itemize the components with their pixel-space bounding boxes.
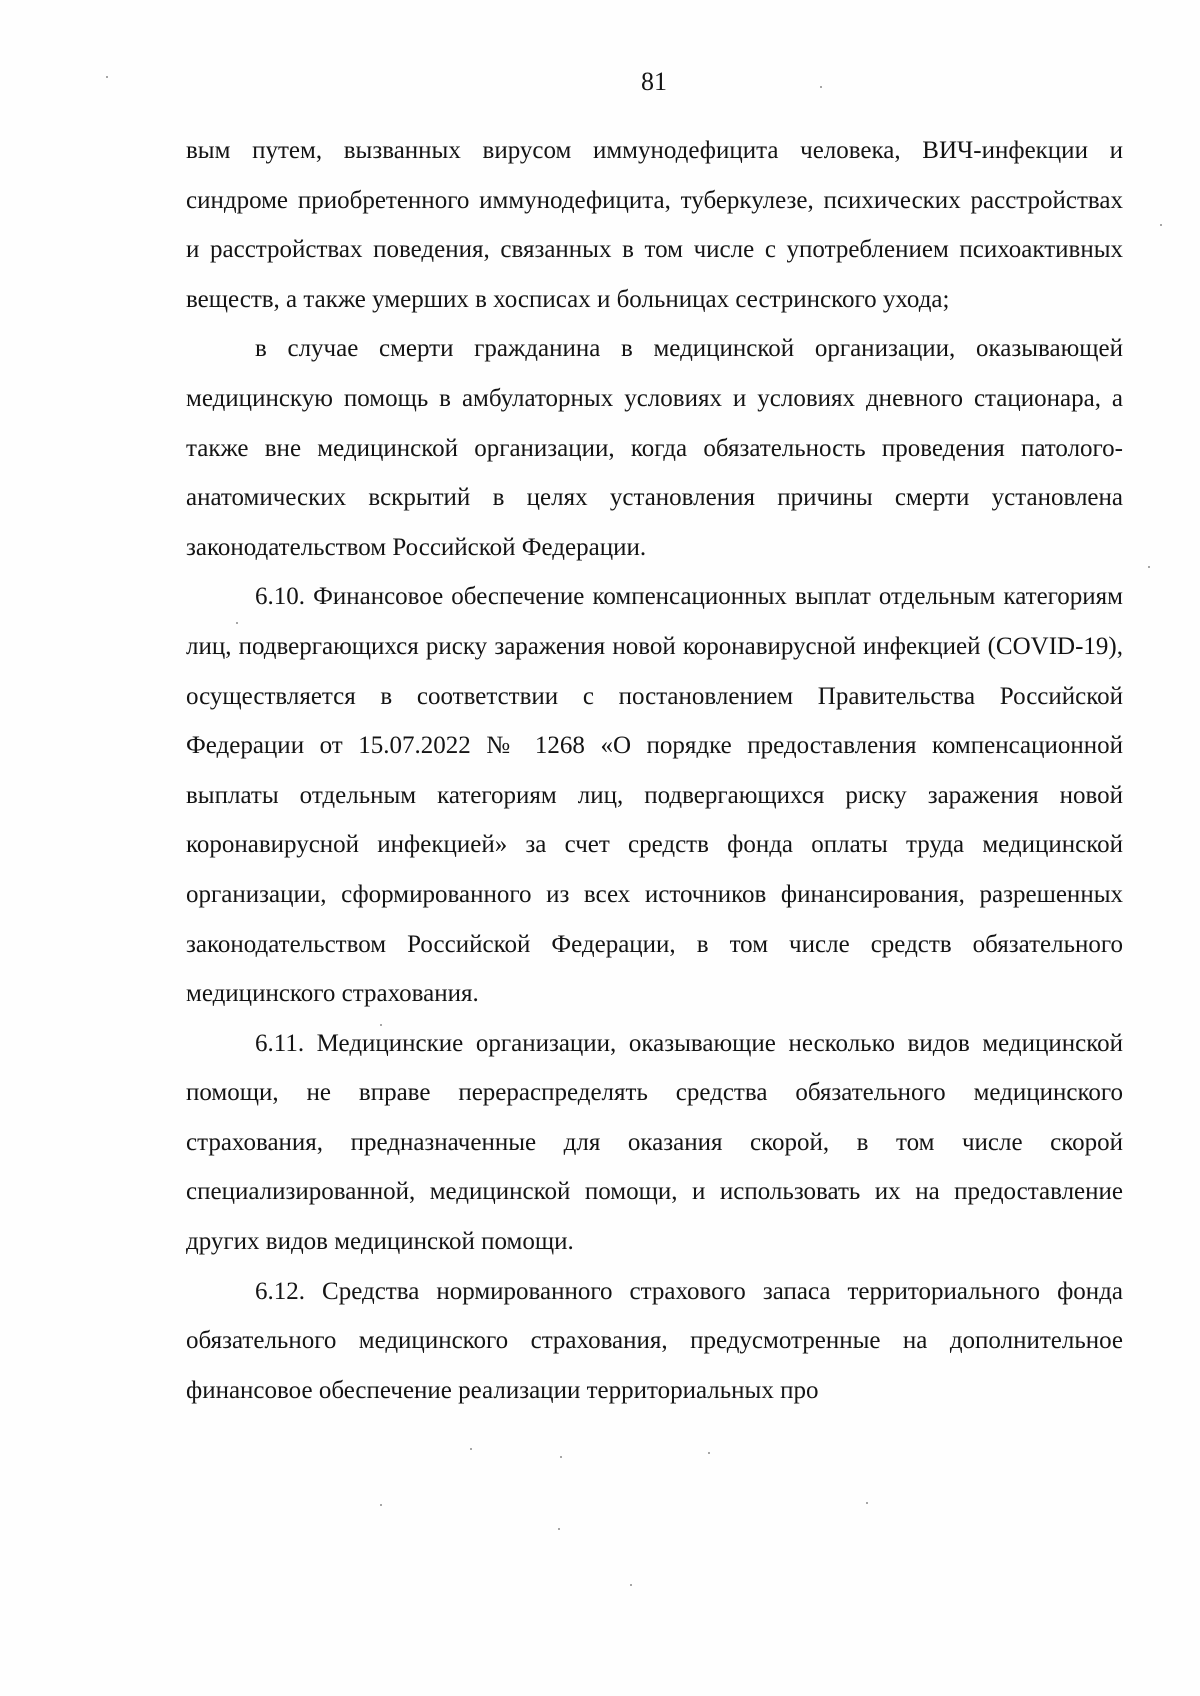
paragraph-6-10: 6.10. Финансовое обеспечение компенсационных выплат отдельным категориям лиц, подвергающихся риску заражения новой коронавирусной инфекцией (COVID-19), осуществляется в соответствии с постановлением Правительства Российской Федерации от 15.07.2022 № 1268 «О порядке предоставления компенсационной выплаты отдельным категориям лиц, подвергающихся риску заражения новой коронавирусной инфекцией» за счет средств фонда оплаты труда медицинской организации, сформированного из всех источников финансирования, разрешенных законодательством Российской Федерации, в том числе средств обязательного медицинского страхования. bbox=[186, 583, 1123, 1008]
scan-speck bbox=[560, 1456, 562, 1458]
scan-speck bbox=[708, 1452, 710, 1454]
scan-speck bbox=[630, 1584, 632, 1586]
paragraph-autopsy-conditions: в случае смерти гражданина в медицинской организации, оказывающей медицинскую помощь в амбулаторных условиях и условиях дневного стационара, а также вне медицинской организации, когда обязательность проведения патолого-анатомических вскрытий в целях установления причины смерти установлена законодательством Российской Федерации. bbox=[186, 335, 1123, 561]
scan-speck bbox=[470, 1448, 472, 1450]
document-body bbox=[186, 126, 1123, 1415]
scan-speck bbox=[380, 1504, 382, 1506]
paragraph-6-12: 6.12. Средства нормированного страхового запаса территориального фонда обязательного медицинского страхования, предусмотренные на дополнительное финансовое обеспечение реализации территориальных про bbox=[186, 1277, 1123, 1404]
paragraph-6-11: 6.11. Медицинские организации, оказывающие несколько видов медицинской помощи, не вправе перераспределять средства обязательного медицинского страхования, предназначенные для оказания скорой, в том числе скорой специализированной, медицинской помощи, и использовать их на предоставление других видов медицинской помощи. bbox=[186, 1029, 1123, 1256]
scan-speck bbox=[820, 86, 822, 88]
scan-speck bbox=[558, 1528, 560, 1530]
scan-speck bbox=[380, 1024, 382, 1026]
scan-speck bbox=[866, 1502, 868, 1504]
page-number: 81 bbox=[641, 67, 667, 96]
scan-speck bbox=[1160, 224, 1162, 226]
paragraph-continuation: вым путем, вызванных вирусом иммунодефицита человека, ВИЧ-инфекции и синдроме приобретенного иммунодефицита, туберкулезе, психических расстройствах и расстройствах поведения, связанных в том числе с употреблением психоактивных веществ, а также умерших в хосписах и больницах сестринского ухода; bbox=[186, 137, 1123, 313]
scan-speck bbox=[106, 76, 108, 78]
scan-speck bbox=[1148, 566, 1150, 568]
scan-speck bbox=[236, 622, 238, 624]
